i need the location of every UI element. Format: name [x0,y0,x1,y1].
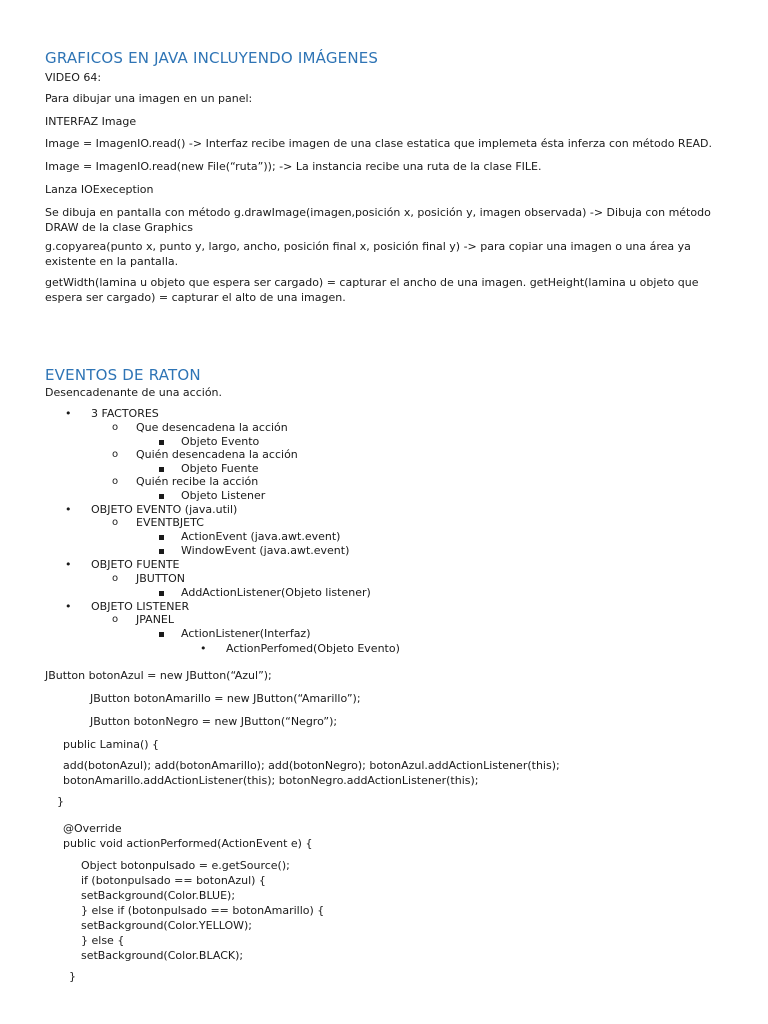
interfaz-text: INTERFAZ Image [45,115,137,128]
list-item: o Que desencadena la acción [136,421,288,435]
list-item: o JPANEL [136,613,174,627]
eventos-intro: Desencadenante de una acción. [45,386,223,399]
code-line: } [57,795,64,808]
code-line: } else if (botonpulsado == botonAmarillo) { [81,904,325,917]
code-line: add(botonAzul); add(botonAmarillo); add(botonNegro); botonAzul.addActionListener(this); [63,759,560,772]
list-item: o Quién desencadena la acción [136,448,298,462]
list-item: Objeto Fuente [181,462,259,475]
code-line: public Lamina() { [63,738,160,751]
list-item: Objeto Evento [181,435,260,448]
list-item: WindowEvent (java.awt.event) [181,544,350,557]
code-line: } else { [81,934,125,947]
list-item: • 3 FACTORES [91,407,159,421]
code-line: setBackground(Color.BLUE); [81,889,236,902]
code-line: public void actionPerformed(ActionEvent e) { [63,837,313,850]
drawimage-text: Se dibuja en pantalla con método g.drawImage(imagen,posición x, posición y, imagen observada) -> Dibuja con método DRAW de la clase Graphics [45,206,711,234]
list-item: o EVENTBJETC [136,516,204,530]
code-line: @Override [63,822,122,835]
code-line: JButton botonAmarillo = new JButton(“Amarillo”); [90,692,361,705]
list-item: ActionEvent (java.awt.event) [181,530,341,543]
code-line: if (botonpulsado == botonAzul) { [81,874,266,887]
code-line: JButton botonNegro = new JButton(“Negro”); [90,715,338,728]
lanza-text: Lanza IOExeception [45,183,154,196]
code-line: botonAmarillo.addActionListener(this); botonNegro.addActionListener(this); [63,774,479,787]
list-item: • ActionPerfomed(Objeto Evento) [226,642,400,656]
section-title-eventos: EVENTOS DE RATON [45,366,201,384]
list-item: o JBUTTON [136,572,185,586]
imagenio-read-text: Image = ImagenIO.read() -> Interfaz recibe imagen de una clase estatica que implemeta ésta inferza con método READ. [45,137,713,150]
list-item: Objeto Listener [181,489,266,502]
intro-text: Para dibujar una imagen en un panel: [45,92,253,105]
code-line: setBackground(Color.BLACK); [81,949,244,962]
code-line: } [69,970,76,983]
section-title-graficos: GRAFICOS EN JAVA INCLUYENDO IMÁGENES [45,49,379,67]
list-item: ActionListener(Interfaz) [181,627,311,640]
list-item: o Quién recibe la acción [136,475,258,489]
list-item: AddActionListener(Objeto listener) [181,586,371,599]
imagenio-file-text: Image = ImagenIO.read(new File(“ruta”)); -> La instancia recibe una ruta de la clase FILE. [45,160,542,173]
code-line: setBackground(Color.YELLOW); [81,919,252,932]
code-line: JButton botonAzul = new JButton(“Azul”); [45,669,272,682]
getwidth-text: getWidth(lamina u objeto que espera ser cargado) = capturar el ancho de una imagen. getHeight(lamina u objeto que espera ser cargado) = capturar el alto de una imagen. [45,276,699,304]
video-label: VIDEO 64: [45,71,102,84]
list-item: • OBJETO EVENTO (java.util) [91,503,237,517]
copyarea-text: g.copyarea(punto x, punto y, largo, ancho, posición final x, posición final y) -> para copiar una imagen o una área ya existente en la pantalla. [45,240,691,268]
list-item: • OBJETO LISTENER [91,600,189,614]
code-line: Object botonpulsado = e.getSource(); [81,859,290,872]
list-item: • OBJETO FUENTE [91,558,180,572]
